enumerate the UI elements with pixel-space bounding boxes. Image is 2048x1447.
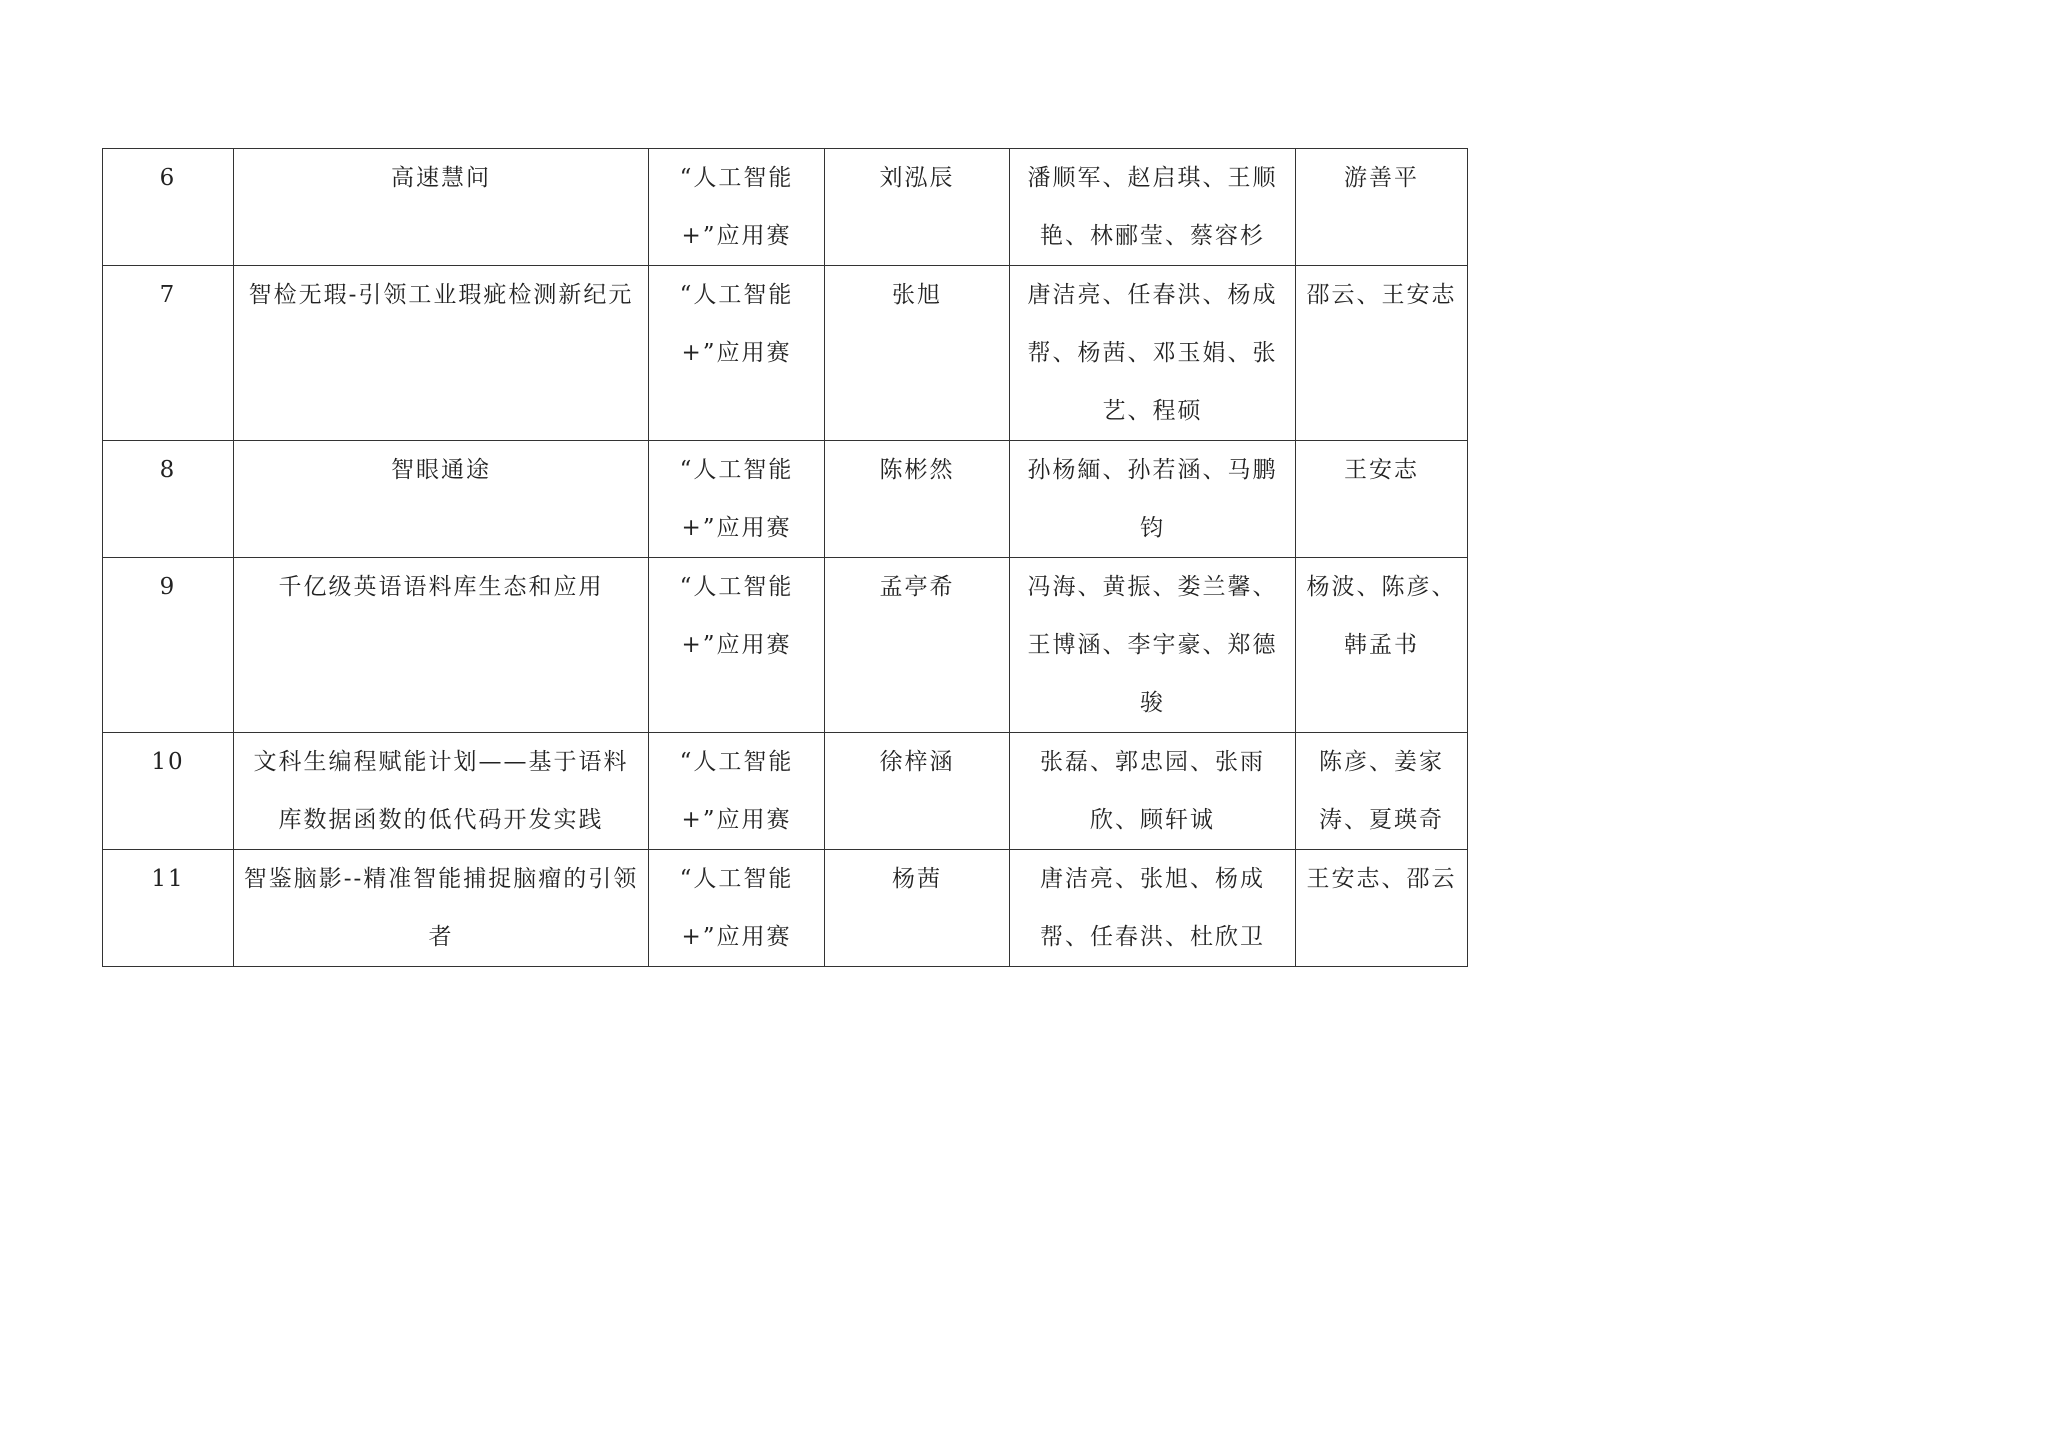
track-name: “人工智能+”应用赛 (649, 850, 825, 967)
table-row (103, 441, 1468, 558)
table-row (103, 850, 1468, 967)
team-members: 张磊、郭忠园、张雨欣、顾轩诚 (1010, 733, 1296, 850)
project-name: 智眼通途 (234, 441, 649, 558)
team-members: 唐洁亮、张旭、杨成帮、任春洪、杜欣卫 (1010, 850, 1296, 967)
team-leader: 陈彬然 (825, 441, 1010, 558)
track-name: “人工智能+”应用赛 (649, 558, 825, 733)
team-leader: 刘泓辰 (825, 149, 1010, 266)
team-members: 孙杨緬、孙若涵、马鹏钧 (1010, 441, 1296, 558)
project-name: 智检无瑕-引领工业瑕疵检测新纪元 (234, 266, 649, 441)
row-index: 11 (103, 850, 234, 967)
track-name: “人工智能+”应用赛 (649, 441, 825, 558)
project-name: 高速慧问 (234, 149, 649, 266)
team-leader: 杨茜 (825, 850, 1010, 967)
team-members: 潘顺军、赵启琪、王顺艳、林郦莹、蔡容杉 (1010, 149, 1296, 266)
table-row (103, 733, 1468, 850)
row-index: 6 (103, 149, 234, 266)
project-name: 千亿级英语语料库生态和应用 (234, 558, 649, 733)
row-index: 7 (103, 266, 234, 441)
row-index: 10 (103, 733, 234, 850)
team-leader: 张旭 (825, 266, 1010, 441)
advisors: 陈彦、姜家涛、夏瑛奇 (1296, 733, 1468, 850)
table-row (103, 558, 1468, 733)
team-leader: 孟亭希 (825, 558, 1010, 733)
advisors: 杨波、陈彦、韩孟书 (1296, 558, 1468, 733)
table-row (103, 149, 1468, 266)
advisors: 邵云、王安志 (1296, 266, 1468, 441)
project-name: 智鉴脑影--精准智能捕捉脑瘤的引领者 (234, 850, 649, 967)
track-name: “人工智能+”应用赛 (649, 149, 825, 266)
team-members: 唐洁亮、任春洪、杨成帮、杨茜、邓玉娟、张艺、程硕 (1010, 266, 1296, 441)
track-name: “人工智能+”应用赛 (649, 733, 825, 850)
advisors: 游善平 (1296, 149, 1468, 266)
project-name: 文科生编程赋能计划——基于语料库数据函数的低代码开发实践 (234, 733, 649, 850)
award-table (102, 148, 1468, 967)
advisors: 王安志、邵云 (1296, 850, 1468, 967)
track-name: “人工智能+”应用赛 (649, 266, 825, 441)
row-index: 9 (103, 558, 234, 733)
table-row (103, 266, 1468, 441)
advisors: 王安志 (1296, 441, 1468, 558)
team-leader: 徐梓涵 (825, 733, 1010, 850)
row-index: 8 (103, 441, 234, 558)
team-members: 冯海、黄振、娄兰馨、王博涵、李宇豪、郑德骏 (1010, 558, 1296, 733)
